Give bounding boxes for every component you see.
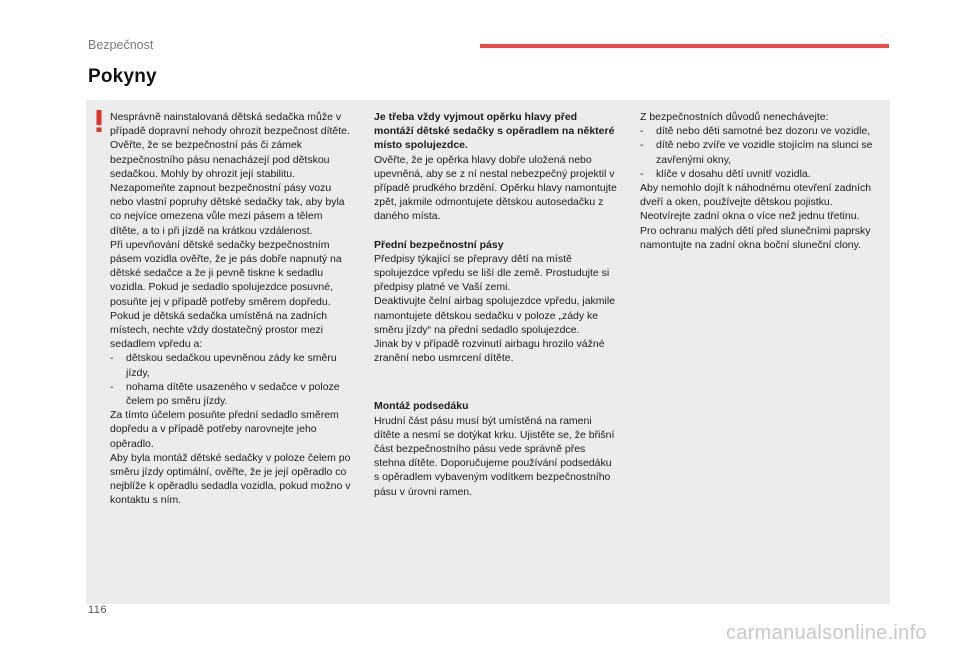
watermark: carmanualsonline.info [726, 622, 927, 644]
paragraph: Ověřte, že je opěrka hlavy dobře uložená nebo upevněná, aby se z ní nestal nebezpečný projektil v případě prudkého brzdění. Opěrku hlavy namontujte zpět, jakmile odmontujete dětskou autosedačku z daného místa. [374, 153, 617, 223]
middle-column [374, 110, 618, 499]
paragraph: Pokud je dětská sedačka umístěná na zadních místech, nechte vždy dostatečný prostor mezi sedadlem vpředu a: [110, 309, 328, 351]
paragraph: Předpisy týkající se přepravy dětí na místě spolujezdce vpředu se liší dle země. Prostudujte si předpisy platné ve Vaší zemi. [374, 252, 610, 294]
list-item [640, 124, 880, 138]
heading-headrest: Je třeba vždy vyjmout opěrku hlavy před montáží dětské sedačky s opěradlem na některé místo spolujezdce. [374, 111, 615, 152]
paragraph: Hrudní část pásu musí být umístěná na rameni dítěte a nesmí se dotýkat krku. Ujistěte se, že břišní část bezpečnostního pásu vede správně přes stehna dítěte. Doporučujeme používání podsedáku s opěradlem vybaveným vodítkem bezpečnostního pásu v úrovni ramen. [374, 414, 615, 498]
paragraph: Nezapomeňte zapnout bezpečnostní pásy vozu nebo vlastní popruhy dětské sedačky tak, aby byla co nejvíce omezena vůle mezi pásem a tělem dítěte, a to i při jízdě na krátkou vzdálenost. [110, 182, 345, 237]
section-label: Bezpečnost [88, 38, 154, 52]
list-item-text: klíče v dosahu dětí uvnitř vozidla. [656, 167, 811, 180]
list-item [110, 351, 353, 379]
paragraph: Ověřte, že se bezpečnostní pás či zámek bezpečnostního pásu nenacházejí pod dětskou sedačkou. Mohly by ohrozit její stabilitu. [110, 139, 330, 180]
paragraph: Za tímto účelem posuňte přední sedadlo směrem dopředu a v případě potřeby narovnejte jeho opěradlo. [110, 409, 339, 450]
list-item [110, 380, 353, 408]
warning-column [110, 110, 353, 508]
paragraph: Neotvírejte zadní okna o více než jednu třetinu. [640, 210, 860, 223]
paragraph: Jinak by v případě rozvinutí airbagu hrozilo vážné zranění nebo usmrcení dítěte. [374, 338, 605, 365]
list-item-text: dětskou sedačkou upevněnou zády ke směru jízdy, [126, 352, 337, 379]
list-item-text: dítě nebo zvíře ve vozidle stojícím na slunci se zavřenými okny, [656, 139, 873, 166]
header-accent-rule [480, 44, 889, 48]
paragraph: Deaktivujte čelní airbag spolujezdce vpředu, jakmile namontujete dětskou sedačku v poloze „zády ke směru jízdy“ na přední sedadlo spolujezdce. [374, 295, 616, 336]
list-item-text: dítě nebo děti samotné bez dozoru ve vozidle, [656, 125, 871, 138]
list-dash: - [110, 380, 114, 393]
list-dash: - [640, 167, 644, 180]
page-title: Pokyny [88, 66, 157, 87]
list-item [640, 138, 880, 166]
list-item-text: nohama dítěte usazeného v sedačce v poloze čelem po směru jízdy. [126, 380, 340, 408]
heading-front-belts: Přední bezpečnostní pásy [374, 238, 504, 251]
list-dash: - [640, 125, 644, 138]
page-number: 116 [88, 604, 108, 616]
paragraph: Nesprávně nainstalovaná dětská sedačka může v případě dopravní nehody ohrozit bezpečnost dítěte. [110, 111, 350, 138]
exclamation-icon [94, 110, 104, 132]
paragraph: Při upevňování dětské sedačky bezpečnostním pásem vozidla ověřte, že je pás dobře napnutý na dětské sedačce a že ji pevně tiskne k sedadlu vozidla. Pokud je sedadlo spolujezdce posuvné, posuňte jej v případě potřeby směrem dopředu. [110, 238, 342, 308]
paragraph: Aby nemohlo dojít k náhodnému otevření zadních dveří a oken, používejte dětskou pojistku. [640, 182, 872, 209]
right-column [640, 110, 880, 252]
paragraph: Aby byla montáž dětské sedačky v poloze čelem po směru jízdy optimální, ověřte, že je její opěradlo co nejblíže k opěradlu sedadla vozidla, pokud možno v kontaktu s ním. [110, 451, 351, 507]
list-dash: - [640, 139, 644, 152]
paragraph: Pro ochranu malých dětí před slunečními paprsky namontujte na zadní okna boční sluneční clony. [640, 224, 871, 251]
heading-booster: Montáž podsedáku [374, 400, 469, 413]
list-dash: - [110, 352, 114, 365]
paragraph: Z bezpečnostních důvodů nenechávejte: [640, 111, 829, 123]
list-item [640, 167, 880, 181]
